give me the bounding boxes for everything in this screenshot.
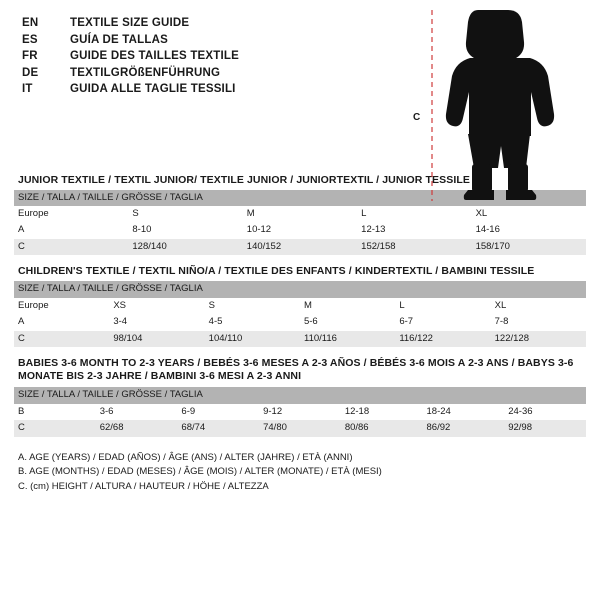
row-label: A (14, 222, 128, 238)
section-children (14, 265, 586, 347)
toddler-silhouette-icon (413, 8, 580, 203)
section-title: JUNIOR TEXTILE / TEXTIL JUNIOR/ TEXTILE JUNIOR / JUNIORTEXTIL / JUNIOR TESSILE (18, 173, 470, 186)
cell: 14-16 (472, 222, 586, 238)
language-title: GUIDA ALLE TAGLIE TESSILI (70, 83, 236, 95)
row-label: Europe (14, 298, 109, 314)
cell: 24-36 (504, 404, 586, 420)
table-header-row (14, 387, 586, 403)
cell: 122/128 (491, 331, 586, 347)
column-header: M (300, 298, 395, 314)
cell: 8-10 (128, 222, 242, 238)
section-babies (14, 357, 586, 437)
row-label: Europe (14, 206, 128, 222)
legend (18, 451, 586, 495)
cell: 4-5 (205, 314, 300, 330)
cell: 110/116 (300, 331, 395, 347)
column-header: XL (491, 298, 586, 314)
cell: 68/74 (177, 420, 259, 436)
row-label: C (14, 331, 109, 347)
language-code: IT (22, 83, 33, 95)
table-row (14, 298, 586, 314)
legend-line-c: C. (cm) HEIGHT / ALTURA / HAUTEUR / HÖHE / ALTEZZA (18, 481, 269, 492)
row-label: A (14, 314, 109, 330)
cell: 7-8 (491, 314, 586, 330)
cell: 74/80 (259, 420, 341, 436)
language-code: DE (22, 66, 39, 79)
cell: 158/170 (472, 239, 586, 255)
table-row (14, 404, 586, 420)
cell: 116/122 (395, 331, 490, 347)
table-row (14, 420, 586, 436)
cell: 128/140 (128, 239, 242, 255)
cell: 140/152 (243, 239, 357, 255)
row-label: C (14, 420, 96, 436)
section-title: CHILDREN'S TEXTILE / TEXTIL NIÑO/A / TEXTILE DES ENFANTS / KINDERTEXTIL / BAMBINI TESSILE (18, 265, 535, 278)
cell: 98/104 (109, 331, 204, 347)
size-header-label: SIZE / TALLA / TAILLE / GRÖSSE / TAGLIA (14, 190, 586, 206)
column-header: L (395, 298, 490, 314)
table-row (14, 222, 586, 238)
cell: 62/68 (96, 420, 178, 436)
legend-line-b: B. AGE (MONTHS) / EDAD (MESES) / ÂGE (MOIS) / ALTER (MONATE) / ETÀ (MESI) (18, 466, 382, 478)
language-code: FR (22, 50, 38, 62)
cell: 9-12 (259, 404, 341, 420)
language-title: TEXTILE SIZE GUIDE (70, 17, 190, 29)
size-table-children (14, 281, 586, 347)
table-row (14, 331, 586, 347)
cell: 10-12 (243, 222, 357, 238)
cell: 152/158 (357, 239, 471, 255)
language-code: ES (22, 33, 38, 46)
column-header: XL (472, 206, 586, 222)
language-code: EN (22, 17, 39, 29)
row-label: C (14, 239, 128, 255)
cell: 86/92 (423, 420, 505, 436)
cell: 18-24 (423, 404, 505, 420)
table-row (14, 239, 586, 255)
cell: 6-7 (395, 314, 490, 330)
table-header-row (14, 281, 586, 297)
column-header: M (243, 206, 357, 222)
cell: 104/110 (205, 331, 300, 347)
cell: 92/98 (504, 420, 586, 436)
cell: 12-13 (357, 222, 471, 238)
column-header: S (128, 206, 242, 222)
table-row (14, 314, 586, 330)
column-header: L (357, 206, 471, 222)
cell: 3-4 (109, 314, 204, 330)
legend-line-a: A. AGE (YEARS) / EDAD (AÑOS) / ÂGE (ANS) / ALTER (JAHRE) / ETÀ (ANNI) (18, 451, 353, 463)
row-label: B (14, 404, 96, 420)
cell: 5-6 (300, 314, 395, 330)
language-title: GUIDE DES TAILLES TEXTILE (70, 50, 239, 62)
language-title: TEXTILGRÖßENFÜHRUNG (70, 66, 221, 79)
measure-label-c: C (413, 112, 421, 123)
size-header-label: SIZE / TALLA / TAILLE / GRÖSSE / TAGLIA (14, 281, 586, 297)
cell: 12-18 (341, 404, 423, 420)
table-row (14, 206, 586, 222)
column-header: S (205, 298, 300, 314)
cell: 6-9 (177, 404, 259, 420)
size-header-label: SIZE / TALLA / TAILLE / GRÖSSE / TAGLIA (14, 387, 586, 403)
cell: 3-6 (96, 404, 178, 420)
language-title: GUÍA DE TALLAS (70, 33, 168, 46)
section-title: BABIES 3-6 MONTH TO 2-3 YEARS / BEBÉS 3-6 MESES A 2-3 AÑOS / BÉBÉS 3-6 MOIS A 2-3 ANS / BABYS 3-6 MONATE BIS 2-3 JAHRE / BAMBINI 3-6 MESI A 2-3 ANNI (18, 357, 574, 383)
column-header: XS (109, 298, 204, 314)
size-table-babies (14, 387, 586, 436)
cell: 80/86 (341, 420, 423, 436)
